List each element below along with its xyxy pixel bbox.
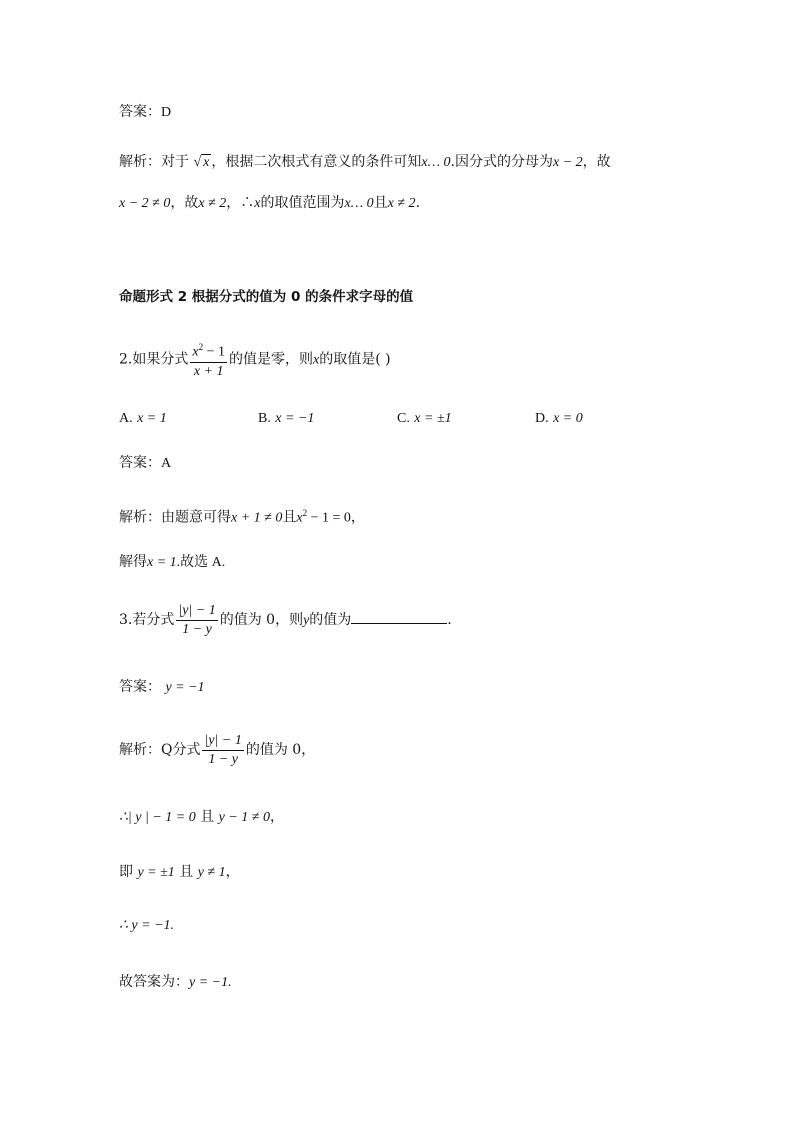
analysis-text: ，故 (170, 195, 199, 211)
q2-stem (119, 338, 391, 381)
answer-label: 答案： (119, 455, 161, 471)
option-b: B. x = −1 (258, 411, 315, 426)
q3-answer (119, 677, 205, 698)
math-expression: x… 0 (344, 196, 374, 211)
answer-value: D (161, 105, 172, 120)
analysis-text: 的取值范围为 (260, 195, 345, 211)
q2-analysis: 解析：由题意可得x + 1 ≠ 0且$x^2 - 1 = 0$， (119, 508, 365, 526)
analysis-label: 解析： (119, 154, 161, 170)
analysis-text: 即 (119, 864, 138, 880)
math-expression: y ≠ 1 (197, 865, 226, 880)
math-expression: y = −1. (189, 975, 232, 990)
q3-analysis (119, 730, 315, 770)
analysis-text: Q分式 (161, 742, 201, 758)
q3-step2 (119, 862, 240, 883)
analysis-text: ，根据二次根式有意义的条件可知 (211, 154, 422, 170)
question-text: 的值为 (309, 612, 352, 628)
fraction: $\frac{x^2 - 1}{x + 1}$ (190, 338, 227, 381)
math-expression: x ≠ 2 (198, 196, 227, 211)
answer-label: 答案： (119, 679, 161, 695)
question-text: 的值为 0，则 (219, 612, 304, 628)
q3-step3: ∴ y = −1. (119, 918, 175, 933)
analysis-text: ，∴ (226, 195, 255, 211)
analysis-text: 解得 (119, 554, 147, 570)
analysis-text: 且 (282, 509, 297, 526)
q3-stem (119, 600, 452, 641)
fraction: $\frac{|y| - 1}{1 - y}$ (204, 732, 242, 767)
analysis-text: ， (269, 809, 284, 825)
math-expression: ∴| y | − 1 = 0 (119, 810, 196, 825)
analysis-label: 解析： (119, 742, 161, 758)
question-text: 的值是零，则 (228, 351, 313, 368)
analysis-text: 由题意可得 (161, 509, 231, 526)
section-heading: 命题形式 2 根据分式的值为 0 的条件求字母的值 (119, 289, 414, 305)
q3-step1 (119, 807, 284, 828)
answer-blank[interactable] (351, 609, 447, 624)
math-expression: x = 1 (147, 555, 177, 570)
analysis-text: 对于 (161, 154, 189, 170)
question-text: 的取值是( ) (319, 351, 391, 368)
analysis-text: 故答案为： (119, 974, 189, 990)
analysis-text: ，故 (582, 154, 611, 170)
answer-label: 答案： (119, 104, 161, 120)
math-expression: y (303, 613, 310, 628)
q2-answer (119, 453, 171, 474)
analysis-text: 且 (373, 195, 388, 211)
analysis-text: ， (350, 509, 365, 526)
question-text: 2.如果分式 (119, 351, 189, 368)
analysis-text: .故选 A. (176, 555, 226, 570)
analysis-text: 且 (195, 809, 219, 825)
analysis-label: 解析： (119, 509, 161, 526)
option-a: A. x = 1 (119, 411, 167, 426)
q1-analysis-line1 (119, 152, 611, 173)
math-expression: x − 2 (552, 155, 583, 170)
analysis-text: ， (225, 864, 240, 880)
analysis-text: .因分式的分母为 (450, 154, 553, 170)
math-expression: x + 1 ≠ 0 (231, 510, 283, 526)
analysis-text: 且 (174, 864, 198, 880)
math-expression: x (254, 196, 261, 211)
sqrt-expression: √ x (193, 155, 210, 170)
math-expression: y = ±1 (137, 865, 175, 880)
fraction: $\frac{|y| - 1}{1 - y}$ (178, 602, 216, 637)
math-expression: x (312, 352, 320, 368)
answer-value: y = −1 (165, 680, 205, 695)
math-expression: x − 2 ≠ 0 (119, 196, 171, 211)
q2-solve (119, 552, 225, 573)
option-c: C. x = ±1 (397, 411, 452, 426)
math-expression: x… 0 (421, 155, 451, 170)
analysis-text: . (415, 195, 421, 211)
analysis-text: 的值为 0， (245, 742, 316, 758)
answer-value: A (161, 456, 172, 471)
q1-analysis-line2 (119, 193, 420, 214)
option-d: D. x = 0 (535, 411, 583, 426)
q3-final (119, 972, 232, 993)
math-expression: y − 1 ≠ 0 (218, 810, 270, 825)
question-text: 3.若分式 (119, 612, 175, 628)
math-expression: x ≠ 2 (387, 196, 416, 211)
q1-answer (119, 102, 171, 123)
question-text: . (447, 612, 452, 628)
